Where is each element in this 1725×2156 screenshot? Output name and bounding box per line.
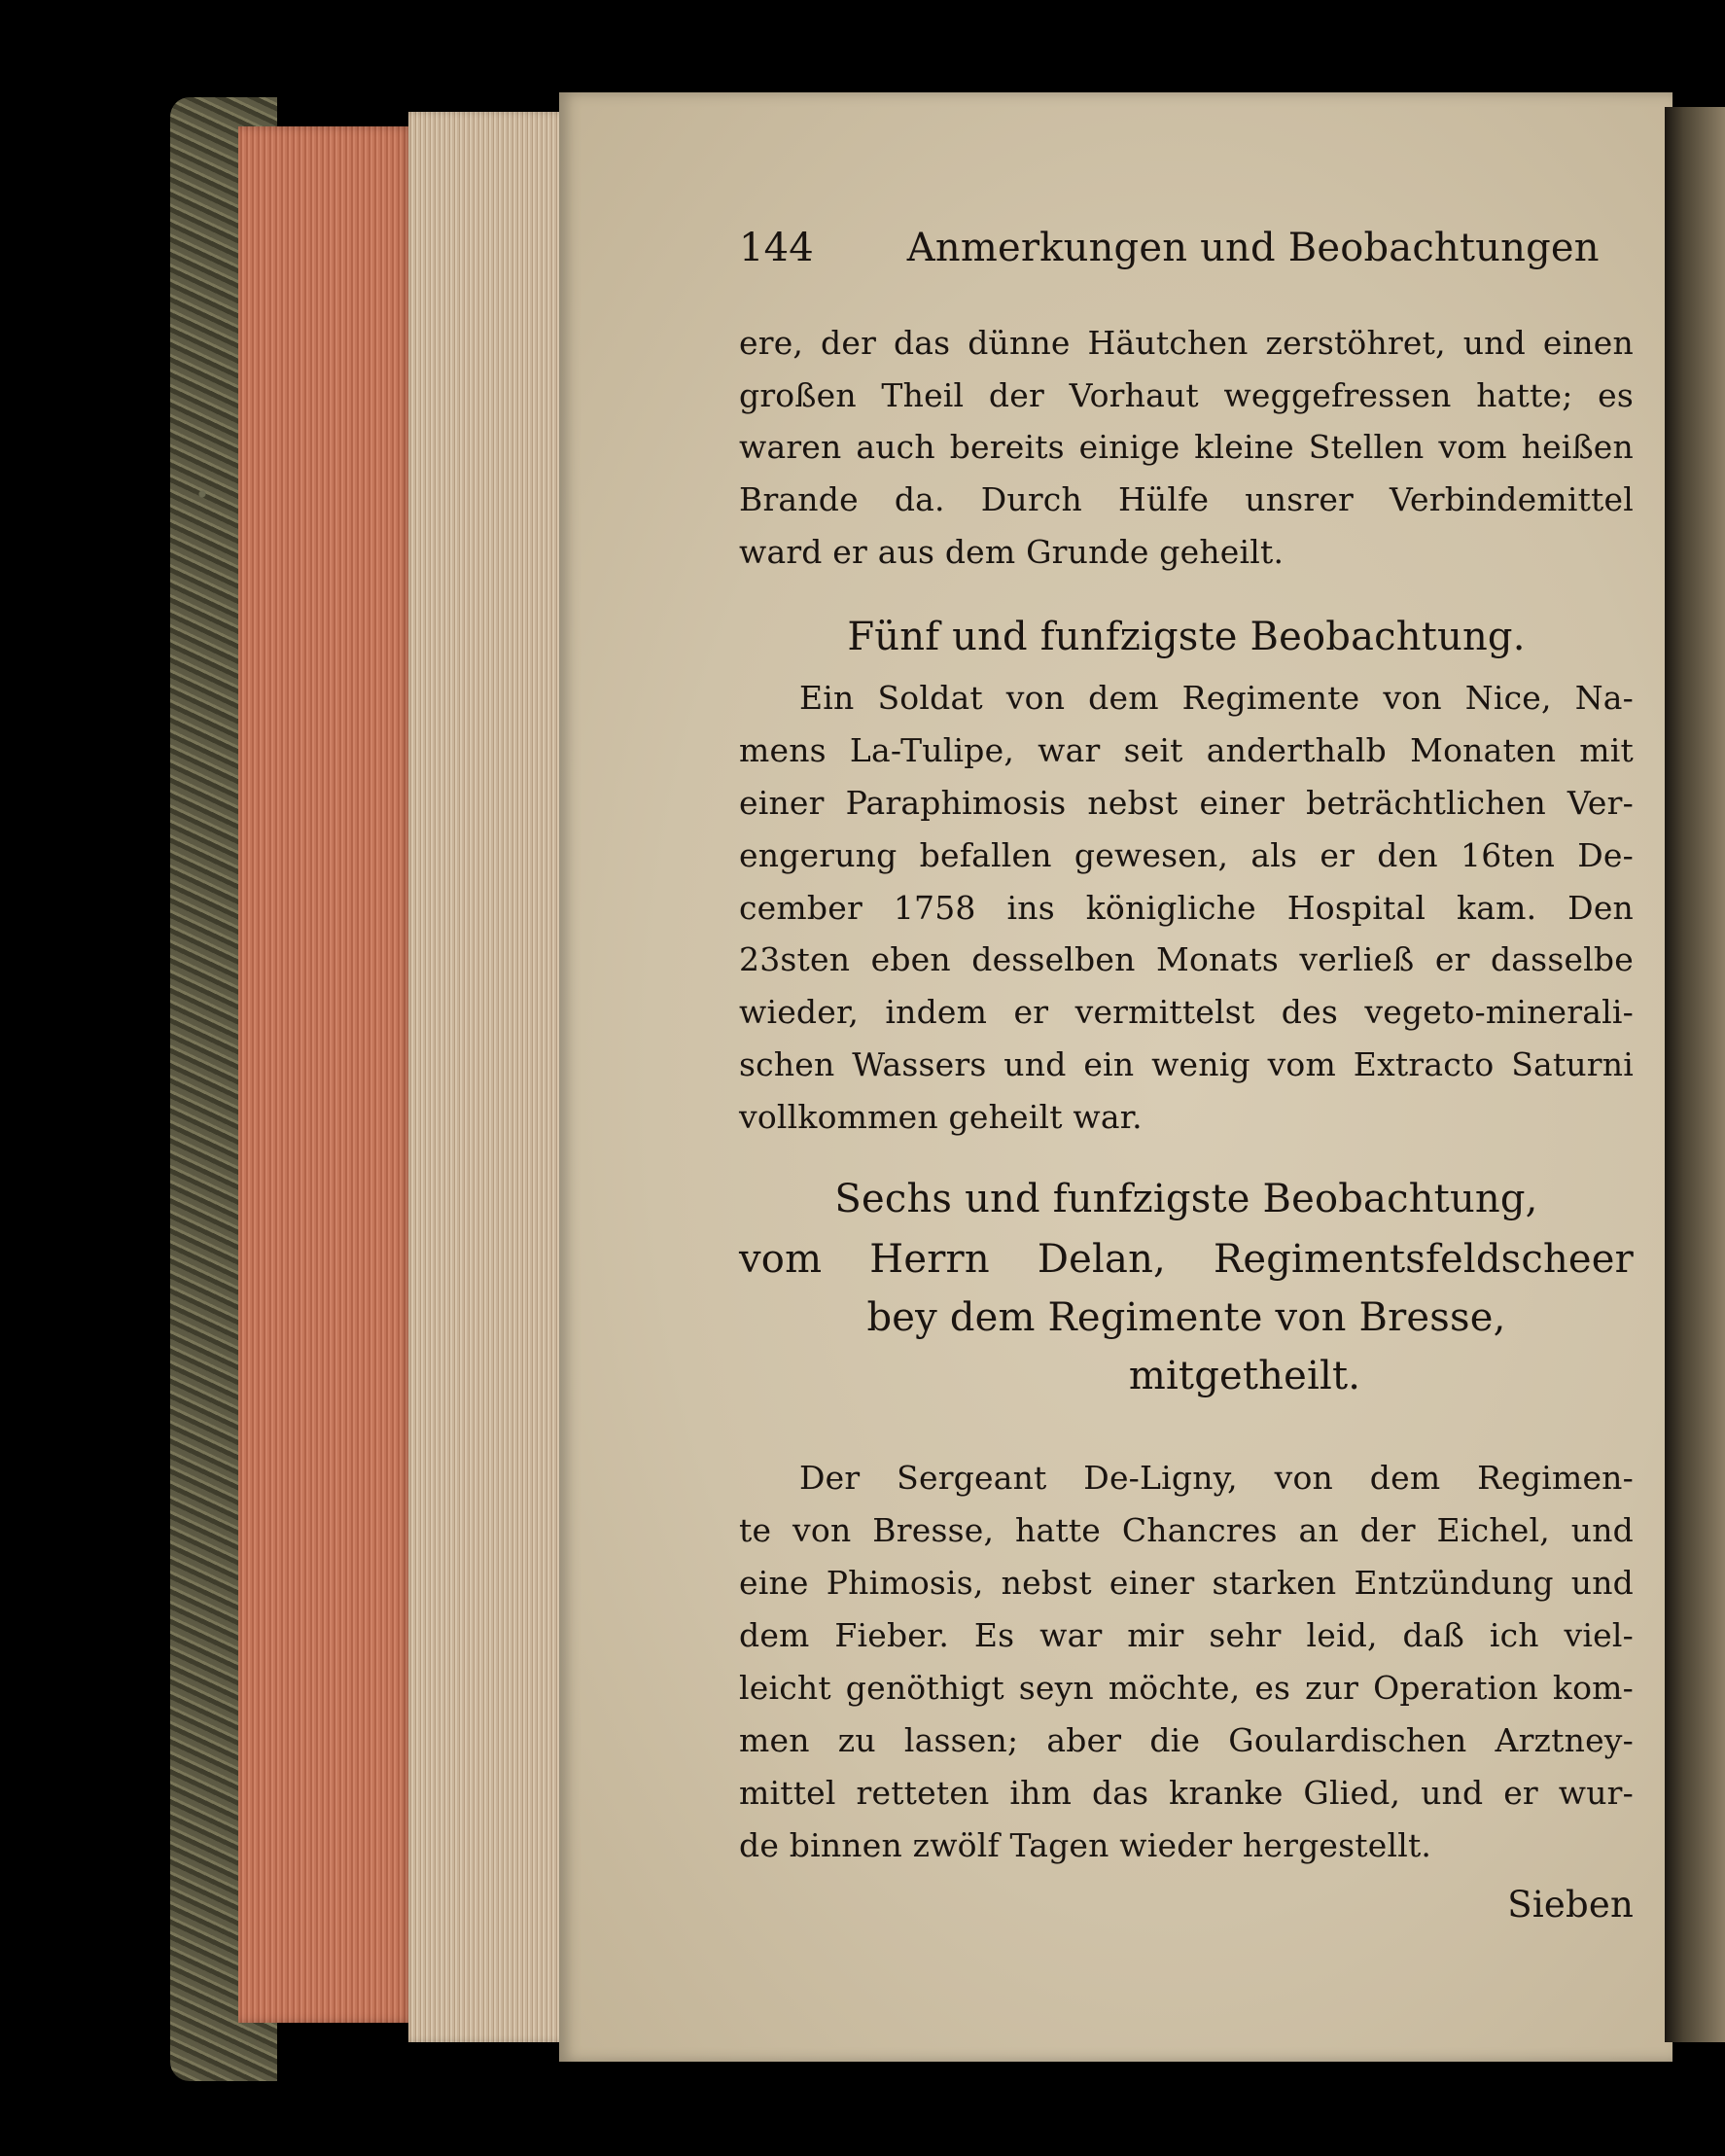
section-heading: bey dem Regimente von Bresse, xyxy=(866,1295,1506,1340)
page-edges-red xyxy=(238,126,413,2023)
text-line: mens La-Tulipe, war seit anderthalb Monaten mit xyxy=(739,731,1634,769)
text-line: waren auch bereits einige kleine Stellen vom heißen xyxy=(739,428,1634,466)
running-title: Anmerkungen und Beobachtungen xyxy=(906,226,1600,270)
text-line: de binnen zwölf Tagen wieder hergestellt. xyxy=(739,1826,1432,1864)
text-line: dem Fieber. Es war mir sehr leid, daß ich viel- xyxy=(739,1616,1634,1654)
text-line: mittel retteten ihm das kranke Glied, und er wur- xyxy=(739,1774,1634,1812)
section-heading: Sechs und funfzigste Beobachtung, xyxy=(834,1177,1538,1221)
text-line: leicht genöthigt seyn möchte, es zur Operation kom- xyxy=(739,1669,1634,1707)
page-number: 144 xyxy=(739,226,814,270)
facing-page-edge xyxy=(1665,107,1725,2042)
section-heading: Fünf und funfzigste Beobachtung. xyxy=(847,615,1526,659)
text-line: eine Phimosis, nebst einer starken Entzündung und xyxy=(739,1564,1634,1602)
text-line: engerung befallen gewesen, als er den 16ten De- xyxy=(739,836,1634,874)
text-line: einer Paraphimosis nebst einer beträchtlichen Ver- xyxy=(739,784,1634,822)
page-edges-paper xyxy=(408,112,574,2042)
text-line: schen Wassers und ein wenig vom Extracto Saturni xyxy=(739,1045,1634,1083)
text-line: wieder, indem er vermittelst des vegeto-minerali- xyxy=(739,993,1634,1031)
text-line: Ein Soldat von dem Regimente von Nice, Na- xyxy=(799,679,1634,717)
text-line: cember 1758 ins königliche Hospital kam. Den xyxy=(739,889,1634,927)
text-line: 23sten eben desselben Monats verließ er dasselbe xyxy=(739,940,1634,978)
text-line: men zu lassen; aber die Goulardischen Arztney- xyxy=(739,1721,1634,1759)
running-header xyxy=(739,226,1634,270)
text-line: Der Sergeant De-Ligny, von dem Regimen- xyxy=(799,1459,1634,1497)
text-line: te von Bresse, hatte Chancres an der Eichel, und xyxy=(739,1511,1634,1549)
text-line: vollkommen geheilt war. xyxy=(739,1098,1143,1136)
text-line: ere, der das dünne Häutchen zerstöhret, und einen xyxy=(739,324,1634,362)
text-line: großen Theil der Vorhaut weggefressen hatte; es xyxy=(739,376,1634,414)
section-heading: vom Herrn Delan, Regimentsfeldscheer xyxy=(739,1237,1634,1282)
catchword: Sieben xyxy=(1507,1884,1634,1926)
text-line: ward er aus dem Grunde geheilt. xyxy=(739,533,1285,571)
text-line: Brande da. Durch Hülfe unsrer Verbindemittel xyxy=(739,480,1634,518)
section-heading: mitgetheilt. xyxy=(1128,1354,1361,1398)
